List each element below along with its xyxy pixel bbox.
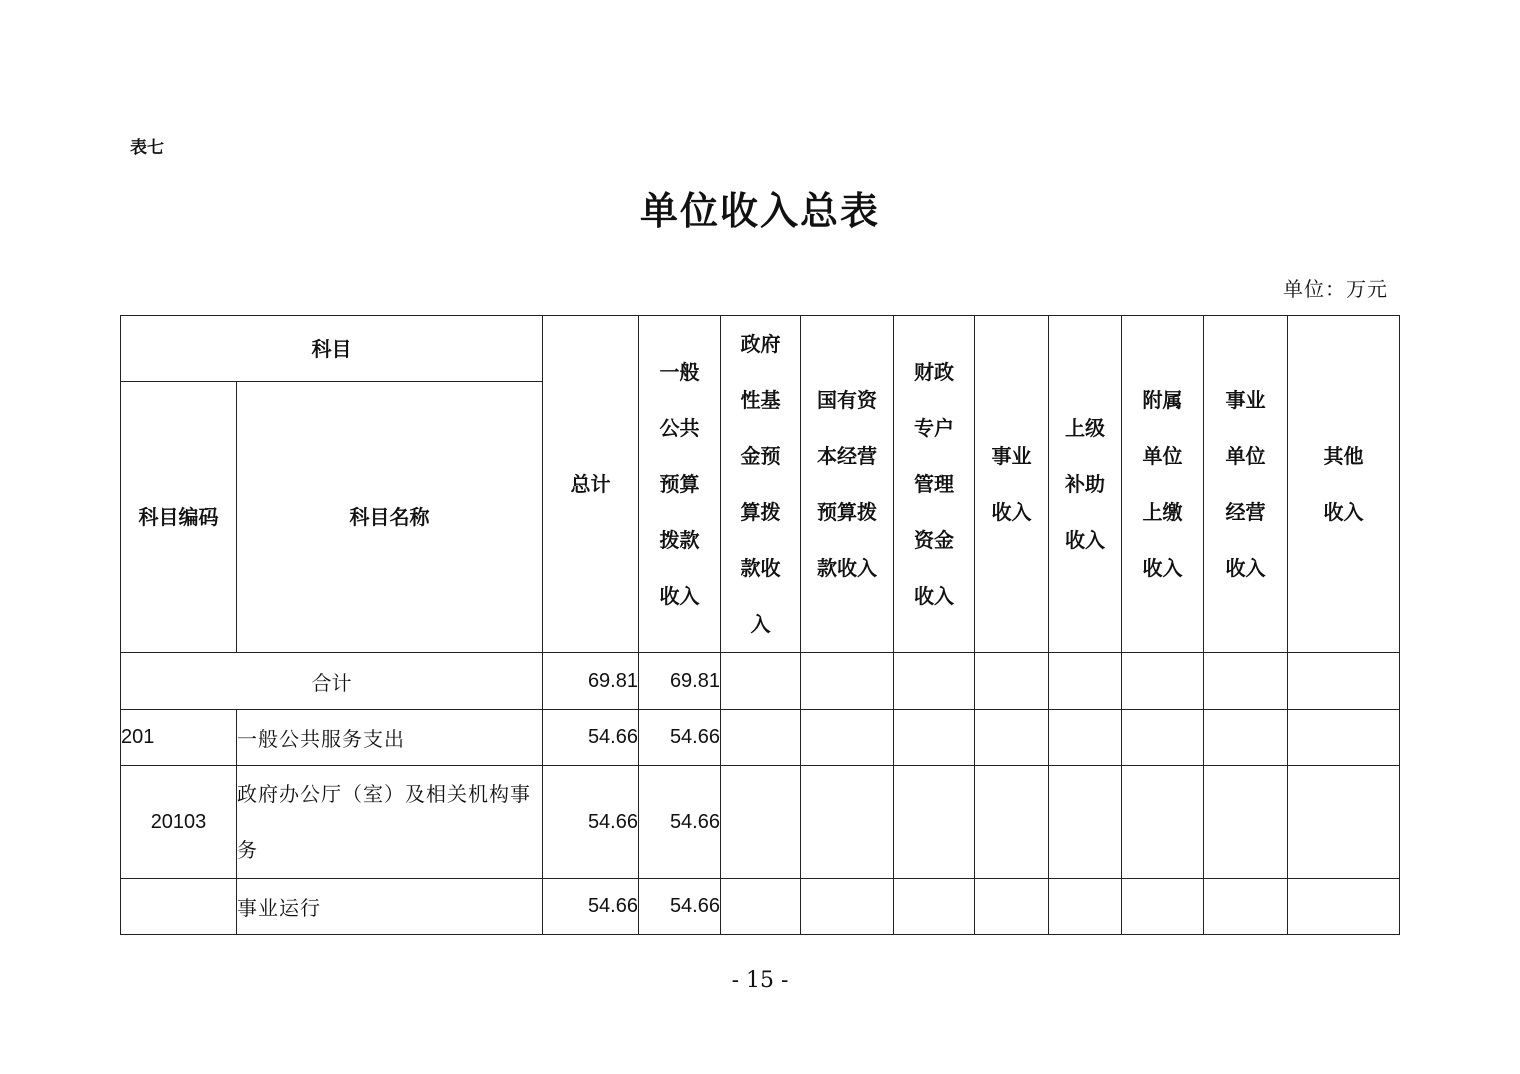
total-general-budget: 69.81 — [639, 653, 721, 710]
state-capital-header: 国有资 本经营 预算拨 款收入 — [801, 316, 894, 653]
row-code — [121, 879, 237, 935]
table-row — [121, 879, 1400, 935]
business-operation-header: 事业 单位 经营 收入 — [1204, 316, 1288, 653]
affiliated-unit-header: 附属 单位 上缴 收入 — [1122, 316, 1204, 653]
income-summary-table — [120, 315, 1400, 935]
table-row — [121, 710, 1400, 766]
row-name: 一般公共服务支出 — [237, 710, 543, 766]
fiscal-account-header: 财政 专户 管理 资金 收入 — [894, 316, 975, 653]
other-income-header: 其他 收入 — [1288, 316, 1400, 653]
table-number-label: 表七 — [130, 138, 164, 158]
total-label: 合计 — [121, 653, 543, 710]
table-row — [121, 766, 1400, 879]
row-total: 54.66 — [543, 710, 639, 766]
business-income-header: 事业 收入 — [975, 316, 1049, 653]
row-code: 201 — [121, 710, 237, 766]
row-name: 政府办公厅（室）及相关机构事务 — [237, 766, 543, 879]
row-code: 20103 — [121, 766, 237, 879]
row-general-budget: 54.66 — [639, 879, 721, 935]
row-total: 54.66 — [543, 766, 639, 879]
superior-subsidy-header: 上级 补助 收入 — [1049, 316, 1122, 653]
page-number: - 15 - — [731, 968, 789, 993]
subject-header: 科目 — [121, 316, 543, 382]
total-header: 总计 — [543, 316, 639, 653]
row-name: 事业运行 — [237, 879, 543, 935]
total-row — [121, 653, 1400, 710]
row-total: 54.66 — [543, 879, 639, 935]
page-title: 单位收入总表 — [639, 188, 880, 233]
total-value: 69.81 — [543, 653, 639, 710]
row-general-budget: 54.66 — [639, 710, 721, 766]
general-budget-header: 一般 公共 预算 拨款 收入 — [639, 316, 721, 653]
gov-fund-header: 政府 性基 金预 算拨 款收 入 — [721, 316, 801, 653]
subject-name-header: 科目名称 — [237, 382, 543, 653]
unit-label: 单位：万元 — [1283, 277, 1388, 301]
row-general-budget: 54.66 — [639, 766, 721, 879]
subject-code-header: 科目编码 — [121, 382, 237, 653]
